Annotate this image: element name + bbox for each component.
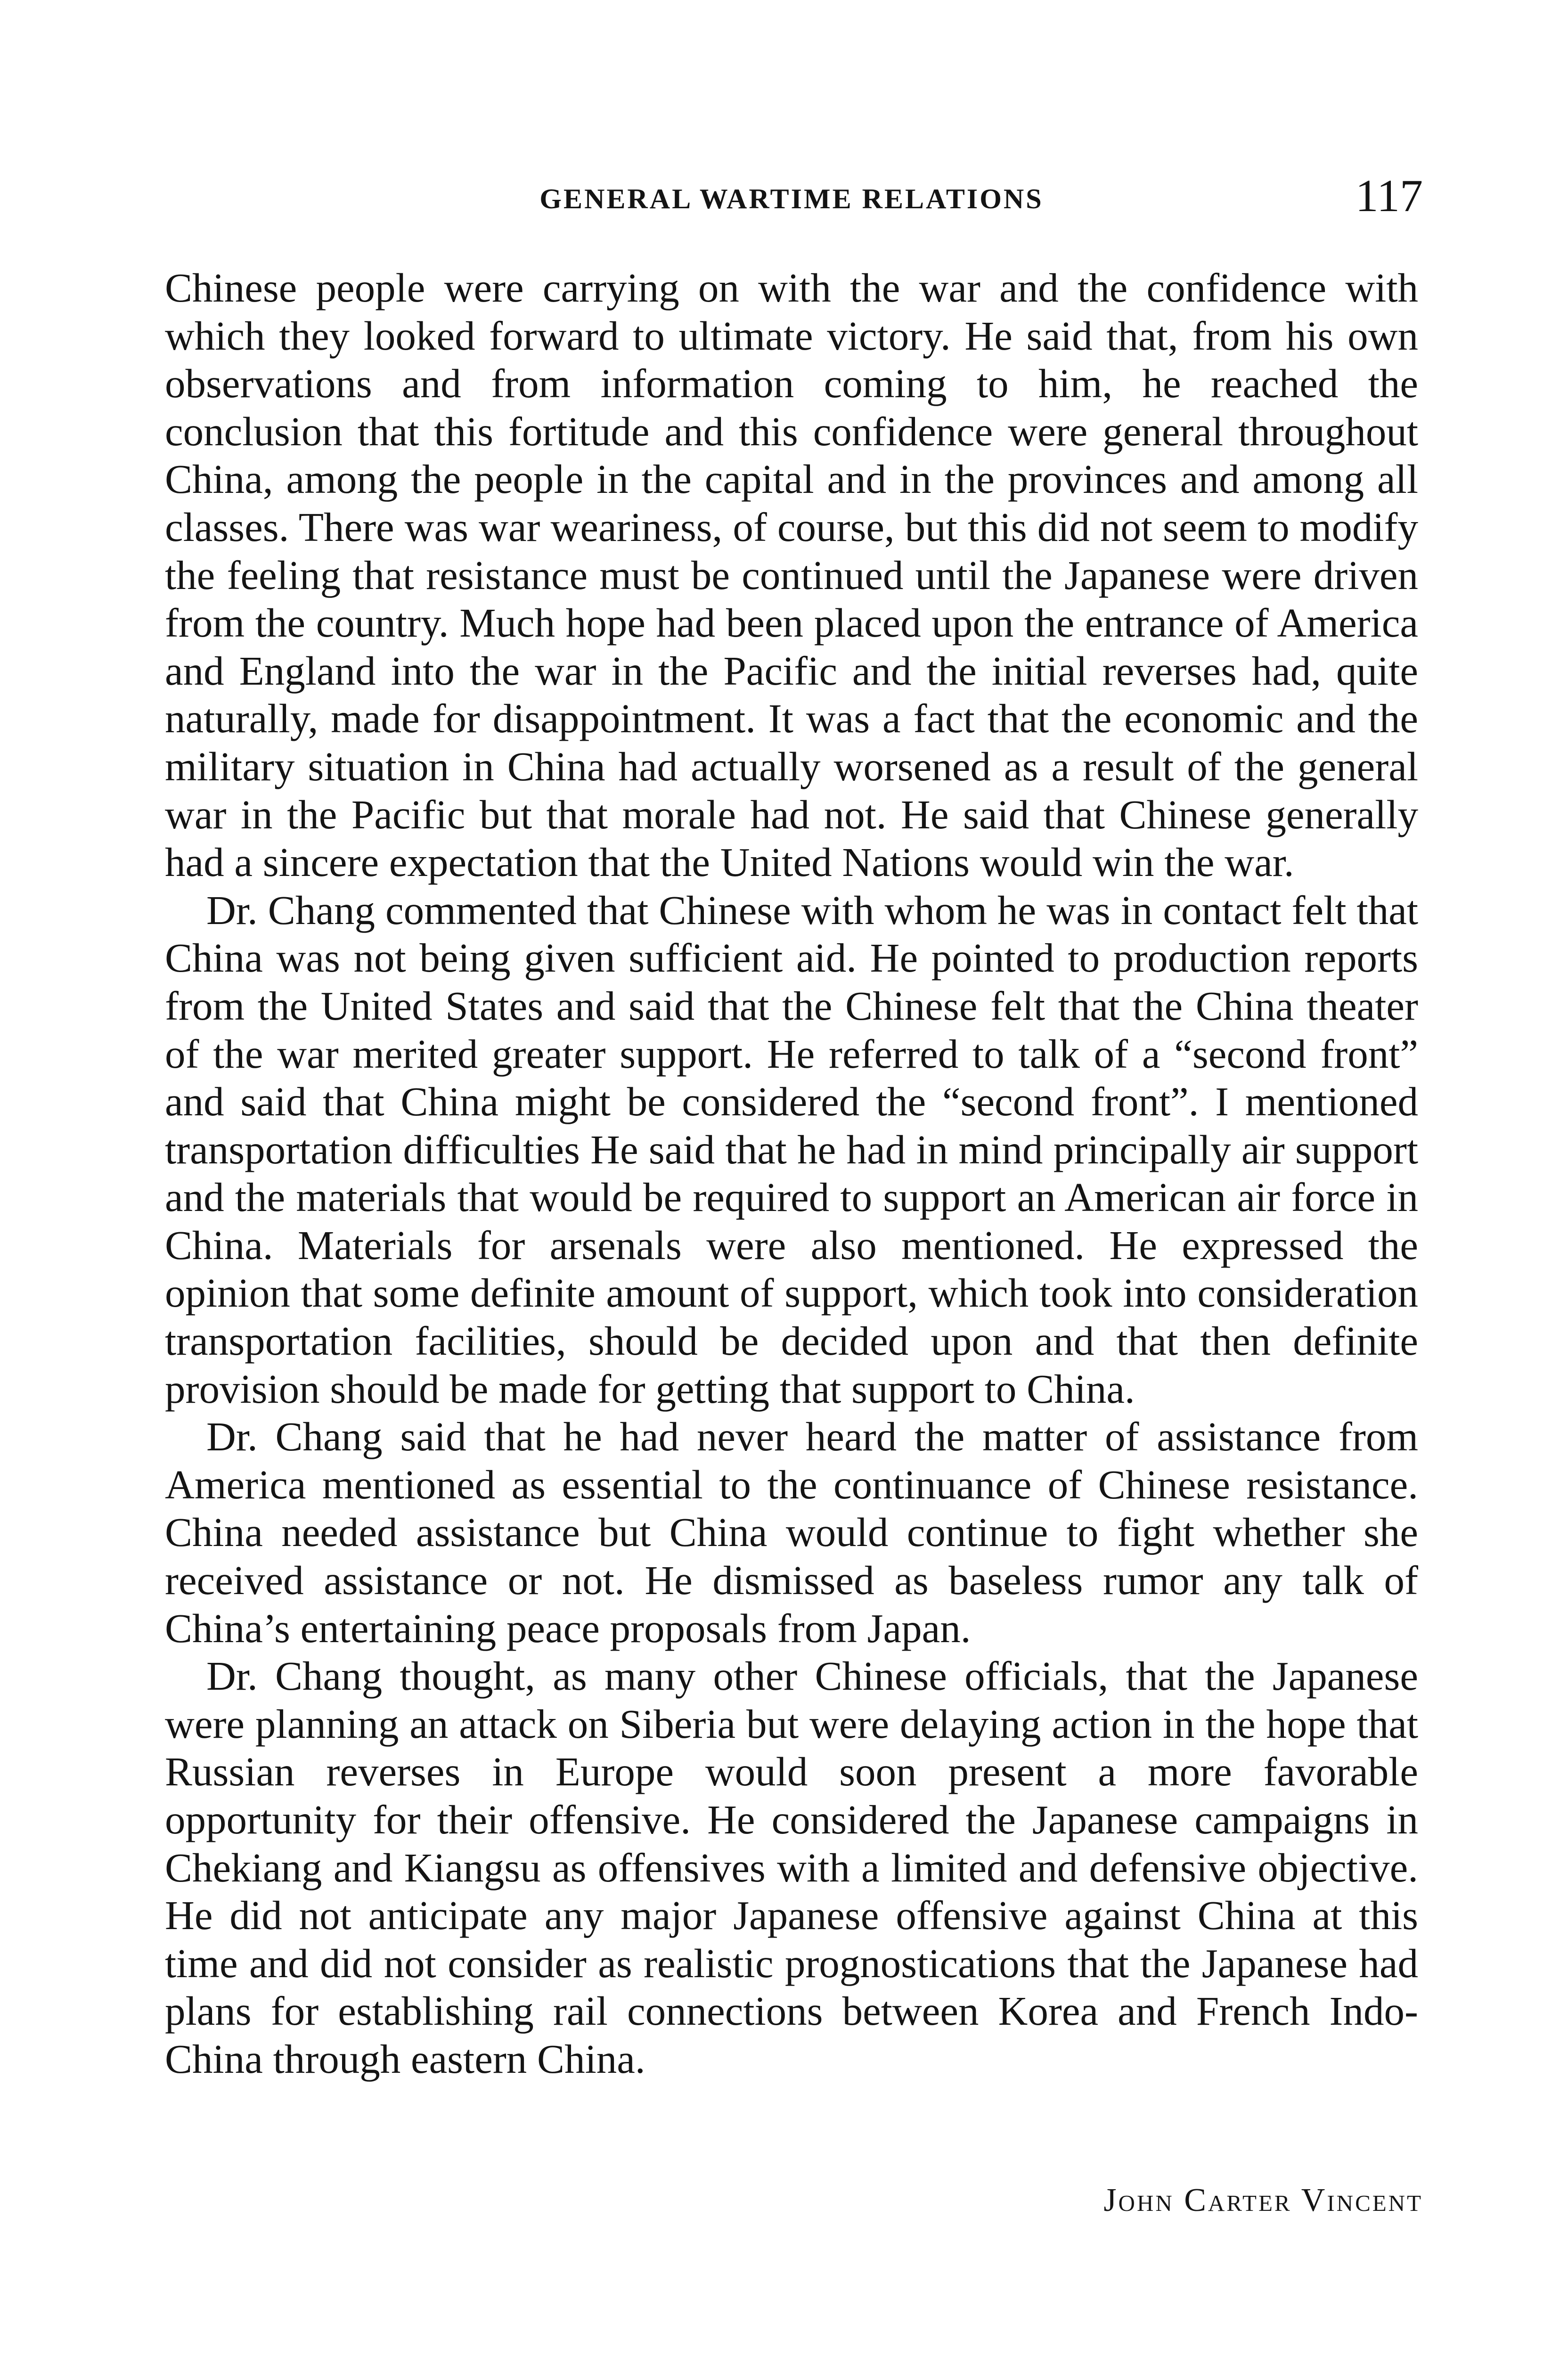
body-text xyxy=(165,264,1418,2083)
paragraph-continued: Chinese people were carrying on with the war and the confidence with which they looked forward to ultimate victory. He said that, from his own observations and from information coming to him, he reached the conclusion that this fortitude and this confidence were general throughout China, among the people in the capital and in the provinces and among all classes. There was war weariness, of course, but this did not seem to modify the feeling that resistance must be continued until the Japanese were driven from the country. Much hope had been placed upon the entrance of America and England into the war in the Pacific and the initial reverses had, quite naturally, made for disappointment. It was a fact that the economic and the military situation in China had actually worsened as a result of the general war in the Pacific but that morale had not. He said that Chinese generally had a sincere expectation that the United Nations would win the war. xyxy=(165,265,1418,885)
paragraph: Dr. Chang said that he had never heard the matter of assistance from America mentioned as essential to the continuance of Chinese resistance. China needed assistance but China would continue to fight whether she received assistance or not. He dismissed as baseless rumor any talk of China’s entertaining peace proposals from Japan. xyxy=(165,1414,1418,1651)
signature: John Carter Vincent xyxy=(1103,2182,1423,2218)
running-head: GENERAL WARTIME RELATIONS xyxy=(539,183,1044,214)
page-number: 117 xyxy=(1355,171,1423,221)
paragraph: Dr. Chang commented that Chinese with whom he was in contact felt that China was not being given sufficient aid. He pointed to production reports from the United States and said that the Chinese felt that the China theater of the war merited greater support. He referred to talk of a “second front” and said that China might be considered the “second front”. I mentioned transportation difficulties He said that he had in mind principally air support and the materials that would be required to support an American air force in China. Materials for arsenals were also mentioned. He expressed the opinion that some definite amount of support, which took into consideration transportation facilities, should be decided upon and that then definite provision should be made for getting that support to China. xyxy=(165,887,1418,1412)
paragraph: Dr. Chang thought, as many other Chinese officials, that the Japanese were planning an attack on Siberia but were delaying action in the hope that Russian reverses in Europe would soon present a more favorable opportunity for their offensive. He considered the Japanese campaigns in Chekiang and Kiangsu as offensives with a limited and defensive objective. He did not anticipate any major Japanese offensive against China at this time and did not consider as realistic prognostications that the Japanese had plans for establishing rail connections between Korea and French Indo-China through eastern China. xyxy=(165,1653,1418,2082)
